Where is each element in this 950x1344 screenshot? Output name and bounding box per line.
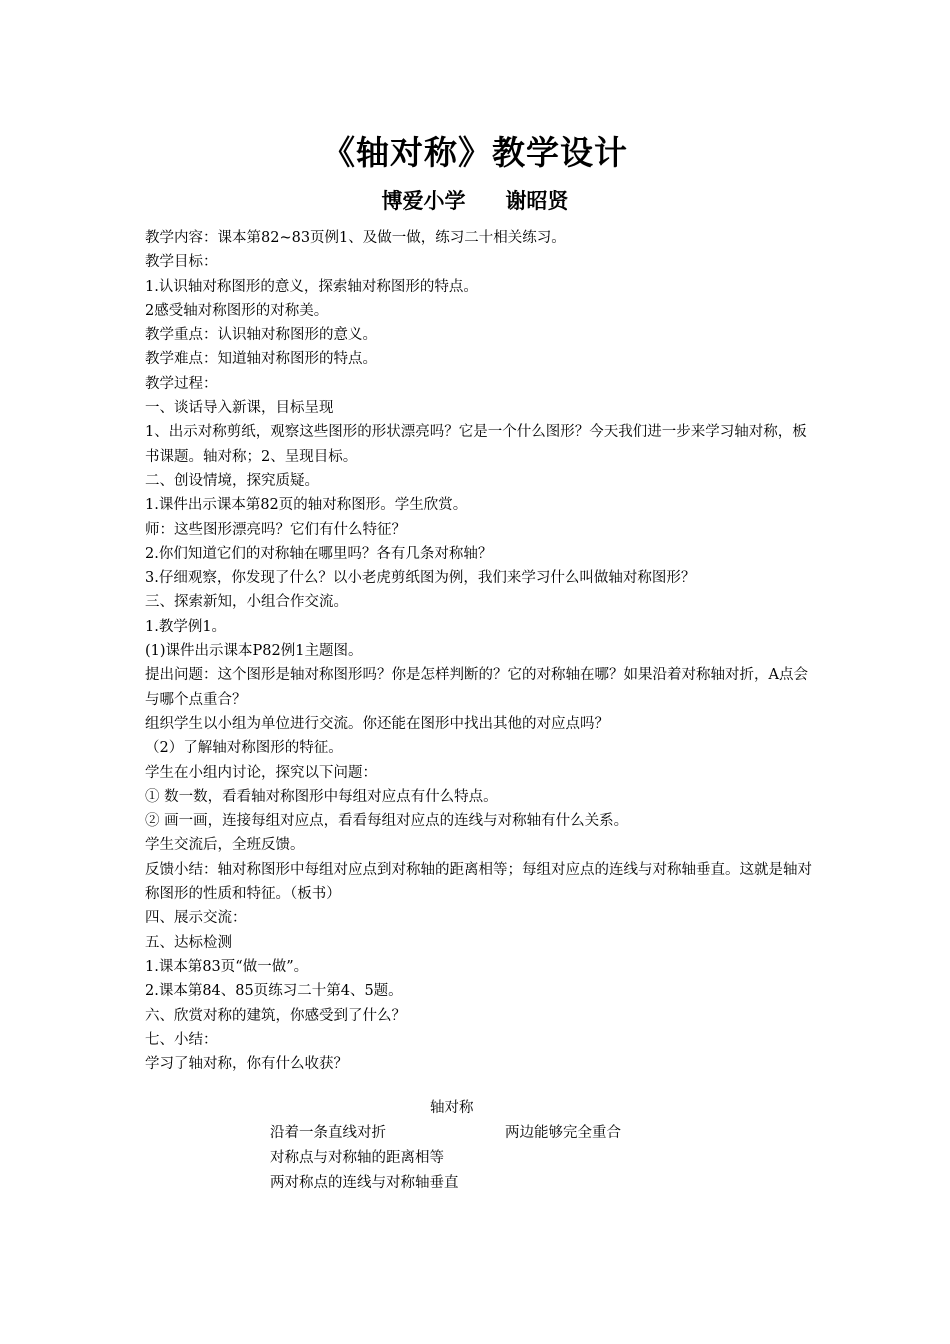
example-1-part-2: （2）了解轴对称图形的特征。: [145, 740, 343, 757]
document-title: 《轴对称》教学设计: [322, 133, 628, 172]
section-2-step-3: 3.仔细观察，你发现了什么？以小老虎剪纸图为例，我们来学习什么叫做轴对称图形？: [145, 570, 696, 587]
exercise-1: 1.课本第83页“做一做”。: [145, 958, 309, 975]
section-7-heading: 七、小结：: [145, 1031, 218, 1048]
feedback-summary: 反馈小结：轴对称图形中每组对应点到对称轴的距离相等；每组对应点的连线与对称轴垂直。这就是轴对称图形的性质和特征。（板书）: [145, 861, 812, 903]
example-1-part-1: (1)课件出示课本P82例1主题图。: [145, 643, 363, 660]
board-point-fold: 沿着一条直线对折: [270, 1125, 386, 1141]
exercise-2: 2.课本第84、85页练习二十第4、5题。: [145, 983, 403, 1000]
section-2-step-2: 2.你们知道它们的对称轴在哪里吗？各有几条对称轴？: [145, 545, 493, 562]
section-2-heading: 二、创设情境，探究质疑。: [145, 472, 319, 489]
class-feedback: 学生交流后，全班反馈。: [145, 837, 305, 854]
board-point-distance: 对称点与对称轴的距离相等: [270, 1150, 444, 1166]
group-exchange: 组织学生以小组为单位进行交流。你还能在图形中找出其他的对应点吗？: [145, 715, 609, 732]
teaching-content: 教学内容：课本第82~83页例1、及做一做，练习二十相关练习。: [145, 230, 566, 246]
example-1: 1.教学例1。: [145, 618, 227, 635]
process-heading: 教学过程：: [145, 375, 218, 392]
author-name: 谢昭贤: [505, 189, 569, 213]
school-name: 博爱小学: [381, 189, 466, 213]
objective-2: 2感受轴对称图形的对称美。: [145, 302, 329, 319]
board-point-overlap: 两边能够完全重合: [505, 1125, 621, 1141]
section-5-heading: 五、达标检测: [145, 934, 232, 951]
section-6-heading: 六、欣赏对称的建筑，你感受到了什么？: [145, 1007, 406, 1024]
board-point-perpendicular: 两对称点的连线与对称轴垂直: [270, 1175, 459, 1191]
section-2-step-1: 1.课件出示课本第82页的轴对称图形。学生欣赏。: [145, 497, 468, 514]
document-body: [145, 226, 815, 1076]
objectives-heading: 教学目标：: [145, 254, 218, 271]
activity-count: ① 数一数，看看轴对称图形中每组对应点有什么特点。: [145, 788, 498, 805]
difficult-point: 教学难点：知道轴对称图形的特点。: [145, 351, 377, 368]
teacher-question: 师：这些图形漂亮吗？它们有什么特征？: [145, 521, 406, 538]
summary-question: 学习了轴对称，你有什么收获？: [145, 1056, 348, 1073]
group-discussion: 学生在小组内讨论，探究以下问题：: [145, 764, 377, 781]
section-1-heading: 一、谈话导入新课，目标呈现: [145, 400, 334, 417]
objective-1: 1.认识轴对称图形的意义，探索轴对称图形的特点。: [145, 278, 478, 295]
section-4-heading: 四、展示交流：: [145, 910, 247, 927]
board-summary-heading: 轴对称: [430, 1100, 474, 1116]
document-subtitle: [0, 185, 950, 217]
section-3-heading: 三、探索新知，小组合作交流。: [145, 594, 348, 611]
raise-question: 提出问题：这个图形是轴对称图形吗？你是怎样判断的？它的对称轴在哪？如果沿着对称轴对折，A点会与哪个点重合？: [145, 667, 808, 708]
key-point: 教学重点：认识轴对称图形的意义。: [145, 327, 377, 344]
activity-draw: ② 画一画，连接每组对应点，看看每组对应点的连线与对称轴有什么关系。: [145, 813, 629, 830]
section-1-step-1: 1、出示对称剪纸，观察这些图形的形状漂亮吗？它是一个什么图形？今天我们进一步来学习轴对称，板书课题。轴对称；2、呈现目标。: [145, 424, 807, 465]
